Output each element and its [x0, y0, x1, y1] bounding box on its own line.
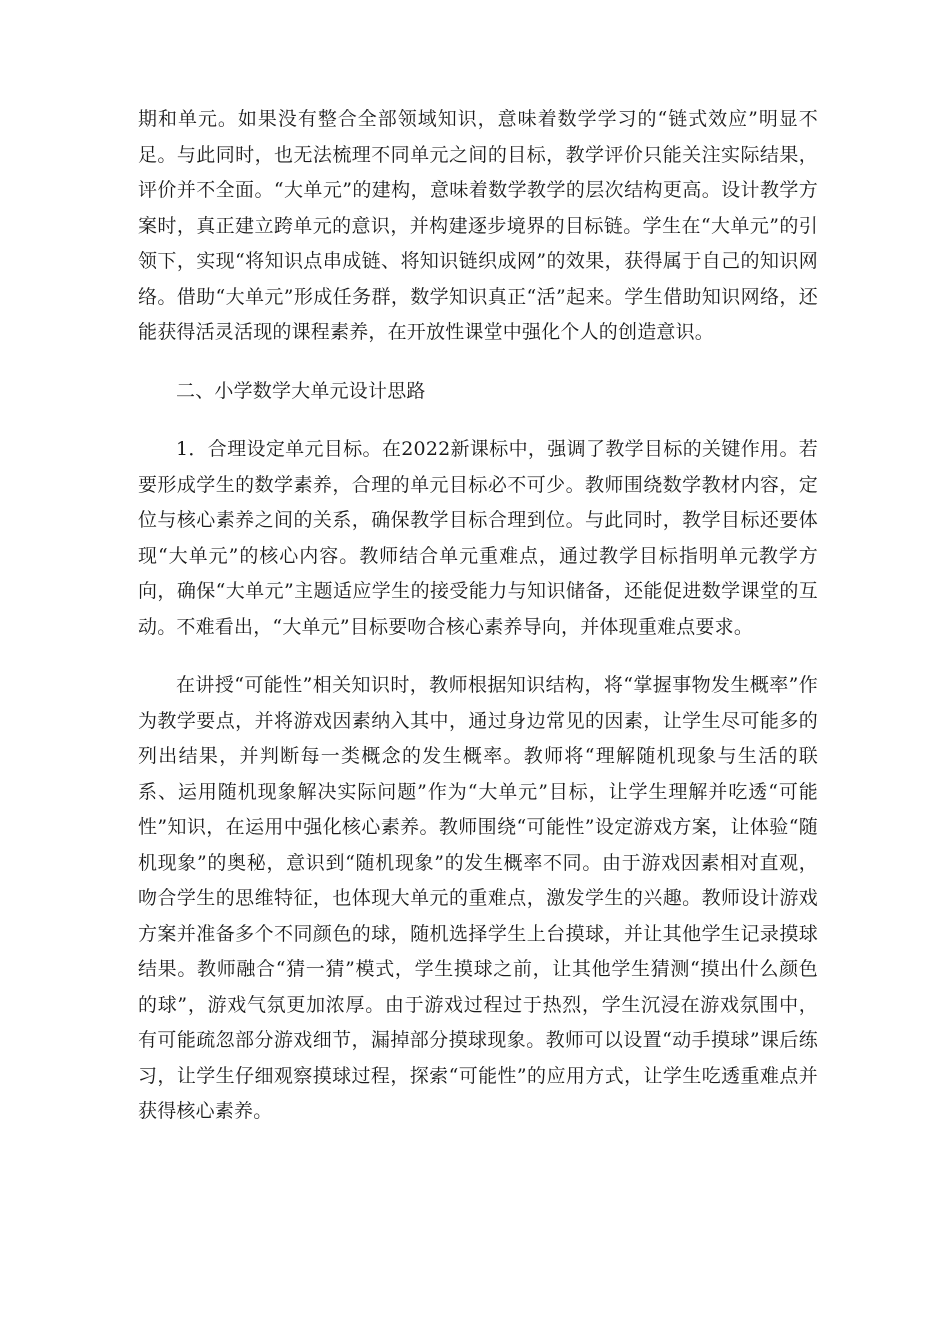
- paragraph-possibility-example: 在讲授“可能性”相关知识时，教师根据知识结构，将“掌握事物发生概率”作为教学要点，并将游戏因素纳入其中，通过身边常见的因素，让学生尽可能多的列出结果，并判断每一类概念的发生概率。教师将“理解随机现象与生活的联系、运用随机现象解决实际问题”作为“大单元”目标，让学生理解并吃透“可能性”知识，在运用中强化核心素养。教师围绕“可能性”设定游戏方案，让体验“随机现象”的奥秘，意识到“随机现象”的发生概率不同。由于游戏因素相对直观，吻合学生的思维特征，也体现大单元的重难点，激发学生的兴趣。教师设计游戏方案并准备多个不同颜色的球，随机选择学生上台摸球，并让其他学生记录摸球结果。教师融合“猜一猜”模式，学生摸球之前，让其他学生猜测“摸出什么颜色的球”，游戏气氛更加浓厚。由于游戏过程过于热烈，学生沉浸在游戏氛围中，有可能疏忽部分游戏细节，漏掉部分摸球现象。教师可以设置“动手摸球”课后练习，让学生仔细观察摸球过程，探索“可能性”的应用方式，让学生吃透重难点并获得核心素养。: [138, 674, 818, 1122]
- paragraph-unit-goals: 1．合理设定单元目标。在2022新课标中，强调了教学目标的关键作用。若要形成学生的数学素养，合理的单元目标必不可少。教师围绕数学教材内容，定位与核心素养之间的关系，确保教学目标合理到位。与此同时，教学目标还要体现“大单元”的核心内容。教师结合单元重难点，通过教学目标指明单元教学方向，确保“大单元”主题适应学生的接受能力与知识储备，还能促进数学课堂的互动。不难看出，“大单元”目标要吻合核心素养导向，并体现重难点要求。: [138, 438, 818, 638]
- document-page: [138, 102, 818, 1153]
- paragraph-continued: 期和单元。如果没有整合全部领域知识，意味着数学学习的“链式效应”明显不足。与此同时，也无法梳理不同单元之间的目标，教学评价只能关注实际结果，评价并不全面。“大单元”的建构，意味着数学教学的层次结构更高。设计教学方案时，真正建立跨单元的意识，并构建逐步境界的目标链。学生在“大单元”的引领下，实现“将知识点串成链、将知识链织成网”的效果，获得属于自己的知识网络。借助“大单元”形成任务群，数学知识真正“活”起来。学生借助知识网络，还能获得活灵活现的课程素养，在开放性课堂中强化个人的创造意识。: [138, 108, 818, 343]
- section-heading: 二、小学数学大单元设计思路: [176, 379, 426, 402]
